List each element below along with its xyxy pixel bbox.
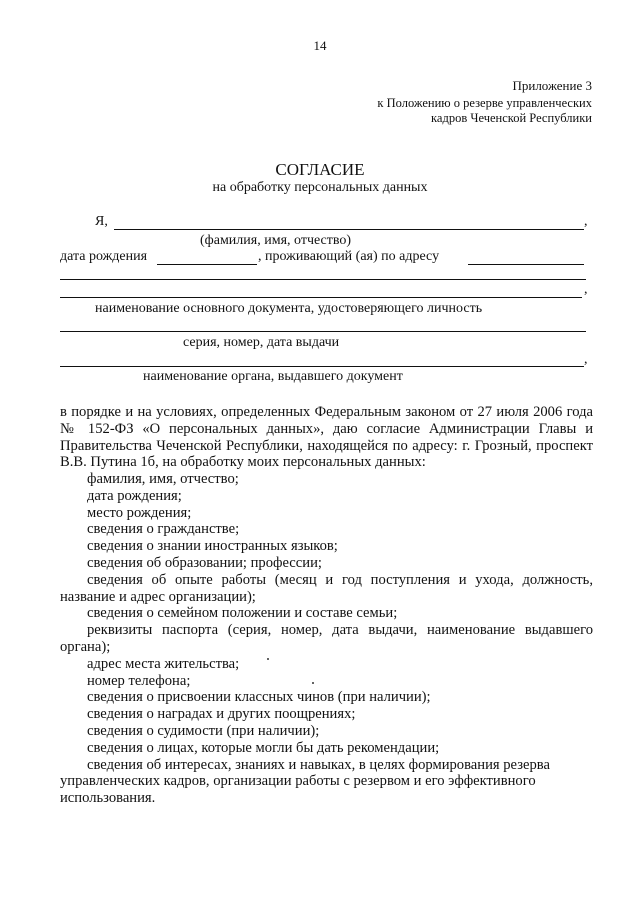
list-item: сведения о наградах и других поощрениях; (87, 706, 356, 723)
scan-speck (312, 682, 314, 684)
address-field-line-3[interactable] (60, 297, 582, 298)
list-item: сведения об опыте работы (месяц и год поступления и ухода, должность, название и адрес организации); (60, 571, 593, 605)
ya-label: Я, (95, 214, 108, 229)
dob-field-line[interactable] (157, 264, 257, 265)
list-item: сведения о знании иностранных языков; (87, 538, 338, 555)
scan-speck (267, 658, 269, 660)
document-series-field-line[interactable] (60, 331, 586, 332)
comma-1: , (584, 214, 588, 229)
list-item: сведения о лицах, которые могли бы дать рекомендации; (87, 739, 440, 756)
list-item: место рождения; (87, 504, 192, 521)
comma-2: , (584, 282, 588, 297)
document-subtitle: на обработку персональных данных (212, 180, 428, 195)
series-caption: серия, номер, дата выдачи (183, 335, 340, 350)
appendix-line-2: кадров Чеченской Республики (431, 111, 592, 125)
personal-data-list (60, 471, 593, 807)
list-item: сведения о семейном положении и составе семьи; (87, 605, 398, 622)
address-field-line-2[interactable] (60, 279, 586, 280)
consent-paragraph: в порядке и на условиях, определенных Федеральным законом от 27 июля 2006 года № 152-ФЗ «О персональных данных», даю согласие Администрации Главы и Правительства Чеченской Республики, находящейся по адресу: г. Грозный, проспект В.В. Путина 1б, на обработку моих персональных данных: (60, 404, 593, 471)
list-item: сведения об образовании; профессии; (87, 554, 322, 571)
dob-label: дата рождения (60, 249, 148, 264)
list-item: реквизиты паспорта (серия, номер, дата выдачи, наименование выдавшего органа); (60, 622, 593, 655)
appendix-title: Приложение 3 (512, 78, 592, 93)
page-number: 14 (313, 38, 327, 53)
document-title: СОГЛАСИЕ (275, 160, 365, 179)
list-item: сведения о присвоении классных чинов (при наличии); (87, 689, 431, 706)
fio-caption: (фамилия, имя, отчество) (200, 233, 352, 248)
list-item: номер телефона; (87, 672, 191, 689)
list-item: адрес места жительства; (87, 655, 240, 672)
list-item: сведения о гражданстве; (87, 521, 240, 538)
appendix-line-1: к Положению о резерве управленческих (377, 96, 592, 110)
fio-field-line[interactable] (114, 229, 584, 230)
residing-label: , проживающий (ая) по адресу (258, 249, 440, 264)
document-caption: наименование основного документа, удостоверяющего личность (95, 301, 483, 316)
address-field-line-1[interactable] (468, 264, 584, 265)
list-item: фамилия, имя, отчество; (87, 471, 239, 487)
list-item: дата рождения; (87, 487, 182, 504)
issuer-field-line[interactable] (60, 366, 584, 367)
list-item: сведения о судимости (при наличии); (87, 722, 320, 739)
comma-3: , (584, 352, 588, 367)
issuer-caption: наименование органа, выдавшего документ (143, 369, 403, 384)
list-item: сведения об интересах, знаниях и навыках, в целях формирования резерва управленческих кадров, организации работы с резервом и его эффективного использования. (60, 756, 550, 807)
